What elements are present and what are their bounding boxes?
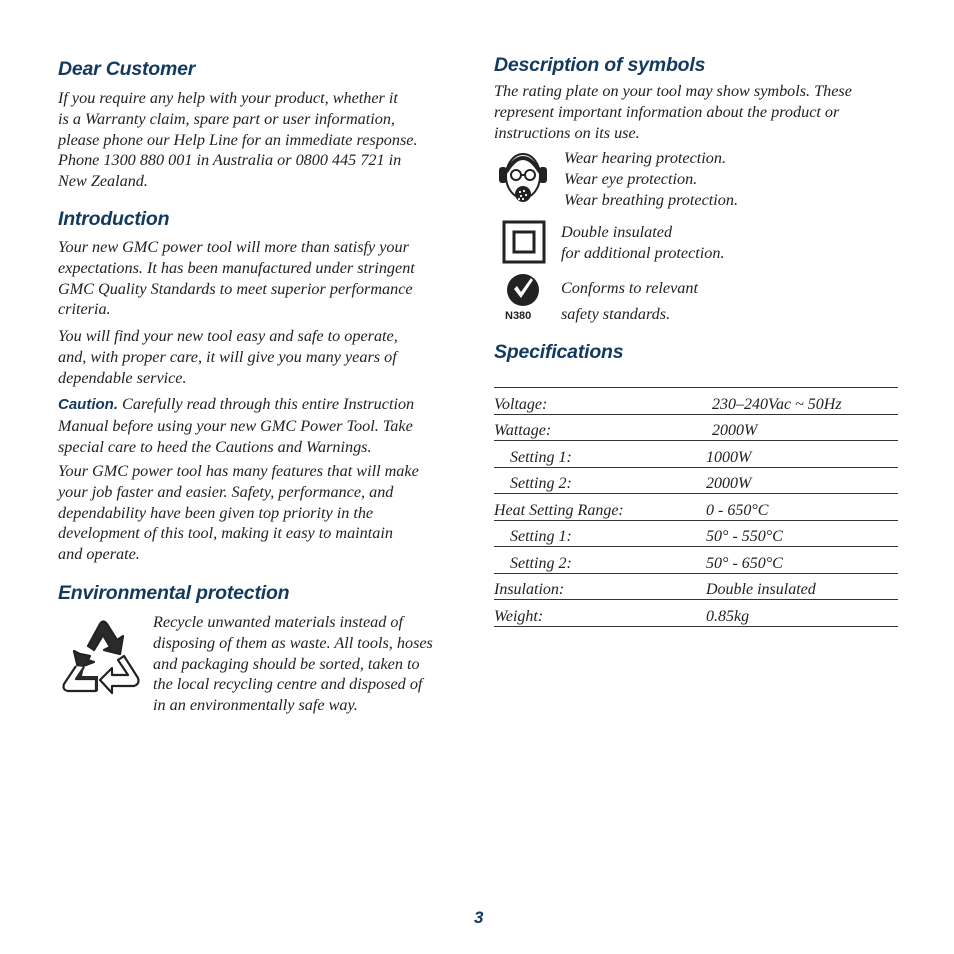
text-line: Wear eye protection.	[564, 170, 698, 188]
spec-value: 230–240Vac ~ 50Hz	[712, 395, 842, 413]
text-line: Manual before using your new GMC Power Tool. Take	[58, 416, 413, 435]
recycle-icon	[60, 616, 146, 702]
page-number: 3	[474, 908, 484, 927]
text-line: Recycle unwanted materials instead of	[153, 613, 403, 631]
text-line: is a Warranty claim, spare part or user information,	[58, 109, 395, 128]
spec-value: Double insulated	[706, 581, 816, 598]
spec-label: Heat Setting Range:	[494, 501, 624, 519]
text-span: Carefully read through this entire Instruction	[118, 395, 415, 413]
text-line: instructions on its use.	[494, 123, 640, 142]
spec-value: 50° - 650°C	[706, 554, 783, 572]
text-line: expectations. It has been manufactured under stringent	[58, 258, 415, 277]
spec-label: Setting 1:	[510, 448, 572, 466]
text-line: The rating plate on your tool may show symbols. These	[494, 82, 852, 100]
specifications-heading: Specifications	[494, 341, 624, 363]
spec-value: 2000W	[706, 475, 752, 492]
spec-value: 50° - 550°C	[706, 528, 783, 545]
text-line: Double insulated	[561, 223, 673, 241]
text-line: in an environmentally safe way.	[153, 696, 358, 715]
spec-label: Setting 2:	[510, 475, 572, 492]
text-line: and packaging should be sorted, taken to	[153, 654, 420, 673]
conformity-mark-icon	[505, 272, 541, 308]
introduction-para-4	[58, 461, 458, 565]
text-line: Phone 1300 880 001 in Australia or 0800 445 721 in	[58, 151, 402, 170]
environmental-text	[153, 612, 463, 716]
introduction-para-3	[58, 394, 458, 457]
spec-value: 0.85kg	[706, 607, 750, 625]
text-line: represent important information about the product or	[494, 102, 840, 121]
spec-row-insulation	[494, 574, 898, 601]
text-line: criteria.	[58, 300, 111, 319]
conforms-description	[561, 275, 698, 327]
spec-label: Setting 1:	[510, 528, 572, 545]
text-line: If you require any help with your product, whether it	[58, 89, 398, 107]
specifications-table	[494, 387, 898, 627]
environmental-heading: Environmental protection	[58, 582, 290, 604]
text-line: Conforms to relevant	[561, 279, 698, 297]
spec-label: Wattage:	[494, 422, 552, 439]
caution-label: Caution.	[58, 396, 118, 413]
text-line: your job faster and easier. Safety, performance, and	[58, 482, 394, 501]
text-line: New Zealand.	[58, 172, 148, 191]
dear-customer-text	[58, 88, 458, 192]
protective-equipment-icon	[497, 150, 549, 208]
text-line: disposing of them as waste. All tools, hoses	[153, 633, 433, 652]
text-line	[58, 394, 458, 416]
symbols-intro	[494, 81, 904, 143]
text-line: GMC Quality Standards to meet superior performance	[58, 279, 413, 298]
text-line: safety standards.	[561, 305, 671, 323]
spec-value: 1000W	[706, 448, 752, 466]
spec-label: Weight:	[494, 607, 544, 625]
text-line: You will find your new tool easy and safe to operate,	[58, 327, 398, 345]
spec-value: 0 - 650°C	[706, 501, 769, 519]
spec-label: Setting 2:	[510, 554, 572, 572]
text-line: and, with proper care, it will give you many years of	[58, 347, 397, 366]
text-line: dependability have been given top priority in the	[58, 503, 374, 522]
text-line: and operate.	[58, 545, 140, 564]
dear-customer-heading: Dear Customer	[58, 58, 196, 80]
spec-row-wattage-setting-1	[494, 441, 898, 468]
double-insulated-icon	[502, 220, 546, 264]
text-line: for additional protection.	[561, 244, 725, 262]
spec-label: Voltage:	[494, 395, 548, 413]
introduction-para-2	[58, 326, 458, 388]
spec-row-wattage-setting-2	[494, 468, 898, 495]
text-line: Your GMC power tool has many features that will make	[58, 462, 419, 480]
spec-row-wattage	[494, 415, 898, 442]
text-line: the local recycling centre and disposed of	[153, 675, 423, 694]
spec-row-heat-setting-2	[494, 547, 898, 574]
spec-row-voltage	[494, 388, 898, 415]
symbols-heading: Description of symbols	[494, 54, 706, 76]
text-line: Wear hearing protection.	[564, 149, 727, 167]
text-line: Wear breathing protection.	[564, 191, 738, 209]
spec-row-heat-range	[494, 494, 898, 521]
introduction-heading: Introduction	[58, 208, 170, 230]
text-line: dependable service.	[58, 368, 187, 387]
text-line: development of this tool, making it easy to maintain	[58, 524, 393, 543]
text-line: special care to heed the Cautions and Warnings.	[58, 437, 372, 456]
spec-row-heat-setting-1	[494, 521, 898, 548]
ppe-description	[564, 148, 738, 211]
double-insulated-description	[561, 222, 725, 264]
spec-row-weight	[494, 600, 898, 627]
introduction-para-1	[58, 237, 458, 320]
text-line: please phone our Help Line for an immediate response.	[58, 130, 418, 149]
text-line: Your new GMC power tool will more than satisfy your	[58, 238, 409, 256]
spec-label: Insulation:	[494, 581, 565, 598]
spec-value: 2000W	[712, 422, 758, 439]
conformity-code: N380	[505, 310, 532, 322]
